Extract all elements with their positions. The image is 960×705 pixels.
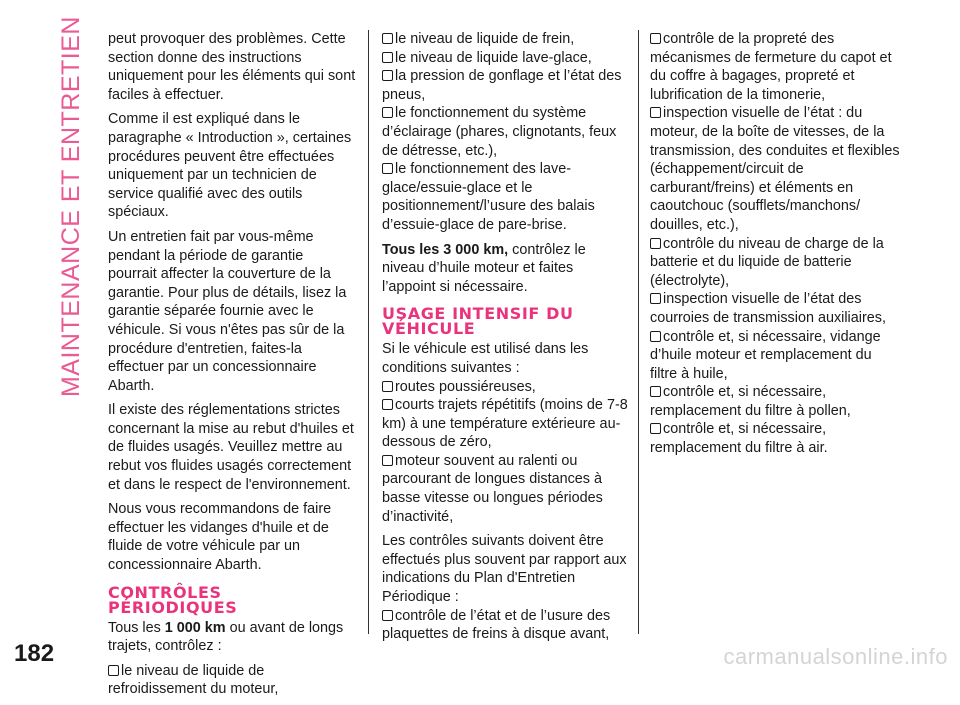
checkbox-icon [650,33,661,44]
heading-line: USAGE INTENSIF DU [382,304,574,324]
paragraph [108,619,356,656]
checklist-item-text: inspection visuelle de l’état des courroies de transmission auxiliaires, [650,291,886,326]
checklist-item [382,452,630,526]
checklist-item-text: inspection visuelle de l’état : du moteur, de la boîte de vitesses, de la transmission, des conduites et flexibles (échappement/circuit de carburant/freins) et éléments en caoutchouc (soufflets/manchons/ douilles, etc.), [650,105,900,233]
checklist-item-text: moteur souvent au ralenti ou parcourant de longues distances à basse vitesse ou longues périodes d’inactivité, [382,452,603,525]
checklist-item-text: contrôle et, si nécessaire, vidange d’huile moteur et remplacement du filtre à huile, [650,328,881,382]
checklist-item [650,104,900,234]
paragraph: Les contrôles suivants doivent être effectués plus souvent par rapport aux indications du Plan d'Entretien Périodique : [382,533,627,606]
checklist-item-text: contrôle de la propreté des mécanismes de fermeture du capot et du coffre à bagages, propreté et lubrification de la timonerie, [650,31,892,103]
checklist-item-text: la pression de gonflage et l’état des pneus, [382,68,622,103]
checklist-item-text: courts trajets répétitifs (moins de 7-8 km) à une température extérieure au-dessous de zéro, [382,397,628,451]
checklist-item-text: le niveau de liquide de refroidissement du moteur, [108,662,279,698]
column-divider [368,30,369,634]
checklist-item [650,235,900,291]
checklist-item [108,662,356,699]
checkbox-icon [382,33,393,44]
checklist-item-text: contrôle et, si nécessaire, remplacement du filtre à pollen, [650,384,851,419]
column-divider [638,30,639,634]
checkbox-icon [382,52,393,63]
section-side-title-text: MAINTENANCE ET ENTRETIEN [56,16,85,398]
checklist-item [382,378,630,397]
checklist-item [382,67,630,104]
checkbox-icon [382,70,393,81]
checkbox-icon [382,381,393,392]
paragraph: peut provoquer des problèmes. Cette section donne des instructions uniquement pour les éléments qui sont faciles à effectuer. [108,31,356,103]
checkbox-icon [382,610,393,621]
checklist-item-text: le niveau de liquide lave-glace, [395,49,592,66]
checkbox-icon [650,386,661,397]
heading-line: VÉHICULE [382,319,476,339]
checklist [382,378,630,527]
checklist-item [382,160,630,234]
checklist-item-text: contrôle de l’état et de l’usure des plaquettes de freins à disque avant, [382,607,611,643]
paragraph: Comme il est expliqué dans le paragraphe « Introduction », certaines procédures peuvent être effectuées uniquement par un technicien de service qualifié avec des outils spéciaux. [108,111,352,221]
watermark: carmanualsonline.info [723,644,948,669]
checklist-item [382,30,630,49]
checkbox-icon [382,163,393,174]
bold-text: 1 000 km [164,619,226,636]
text-run: contrôlez le niveau d’huile moteur et faites l’appoint si nécessaire. [382,241,586,295]
checklist-item [650,383,900,420]
section-side-title [56,16,86,398]
checklist-item [650,290,900,327]
text-run: ou avant de longs trajets, contrôlez : [108,619,344,655]
paragraph: Il existe des réglementations strictes concernant la mise au rebut d'huiles et de fluides usagés. Veuillez mettre au rebut vos fluides usagés correctement et dans le respect de l'environnement. [108,402,354,493]
checkbox-icon [382,107,393,118]
checklist-item-text: contrôle du niveau de charge de la batterie et du liquide de batterie (électrolyte), [650,235,884,289]
checklist-item-text: le fonctionnement du système d’éclairage (phares, clignotants, feux de détresse, etc.), [382,105,617,159]
paragraph: Si le véhicule est utilisé dans les conditions suivantes : [382,341,589,376]
checklist-item-text: routes poussiéreuses, [395,378,536,395]
paragraph: Nous vous recommandons de faire effectuer les vidanges d'huile et de fluide de votre véhicule par un concessionnaire Abarth. [108,501,332,574]
text-column-2 [382,30,630,650]
checklist-item-text: contrôle et, si nécessaire, remplacement du filtre à air. [650,421,828,457]
checklist-item-text: le niveau de liquide de frein, [395,31,575,47]
checklist [382,30,630,235]
heading-line: PÉRIODIQUES [108,597,238,617]
text-column-1 [108,30,356,705]
paragraph [382,241,630,297]
section-heading-controles [108,582,356,617]
checklist-item [650,30,900,104]
checklist-item [382,396,630,452]
checklist-item [382,104,630,160]
checkbox-icon [108,665,119,676]
checkbox-icon [650,331,661,342]
checkbox-icon [650,107,661,118]
text-column-3 [650,30,900,464]
checkbox-icon [650,293,661,304]
checkbox-icon [650,238,661,249]
text-run: Tous les [108,619,165,636]
checklist-item-text: le fonctionnement des lave-glace/essuie-glace et le positionnement/l’usure des balais d’essuie-glace de pare-brise. [382,161,595,233]
checklist-item [650,328,900,384]
checkbox-icon [650,423,661,434]
checkbox-icon [382,399,393,410]
checkbox-icon [382,455,393,466]
checklist-item [650,420,900,457]
section-heading-usage-intensif [382,304,630,339]
heading-line: CONTRÔLES [108,582,222,602]
page-number: 182 [14,640,55,667]
bold-text: Tous les 3 000 km, [382,241,509,258]
checklist-item [382,49,630,68]
checklist-item [382,607,630,644]
paragraph: Un entretien fait par vous-même pendant la période de garantie pourrait affecter la couverture de la garantie. Pour plus de détails, lisez la garantie séparée fournie avec le véhicule. Si vous n'êtes pas sûr de la procédure d'entretien, faites-la effectuer par un concessionnaire Abarth. [108,228,347,394]
